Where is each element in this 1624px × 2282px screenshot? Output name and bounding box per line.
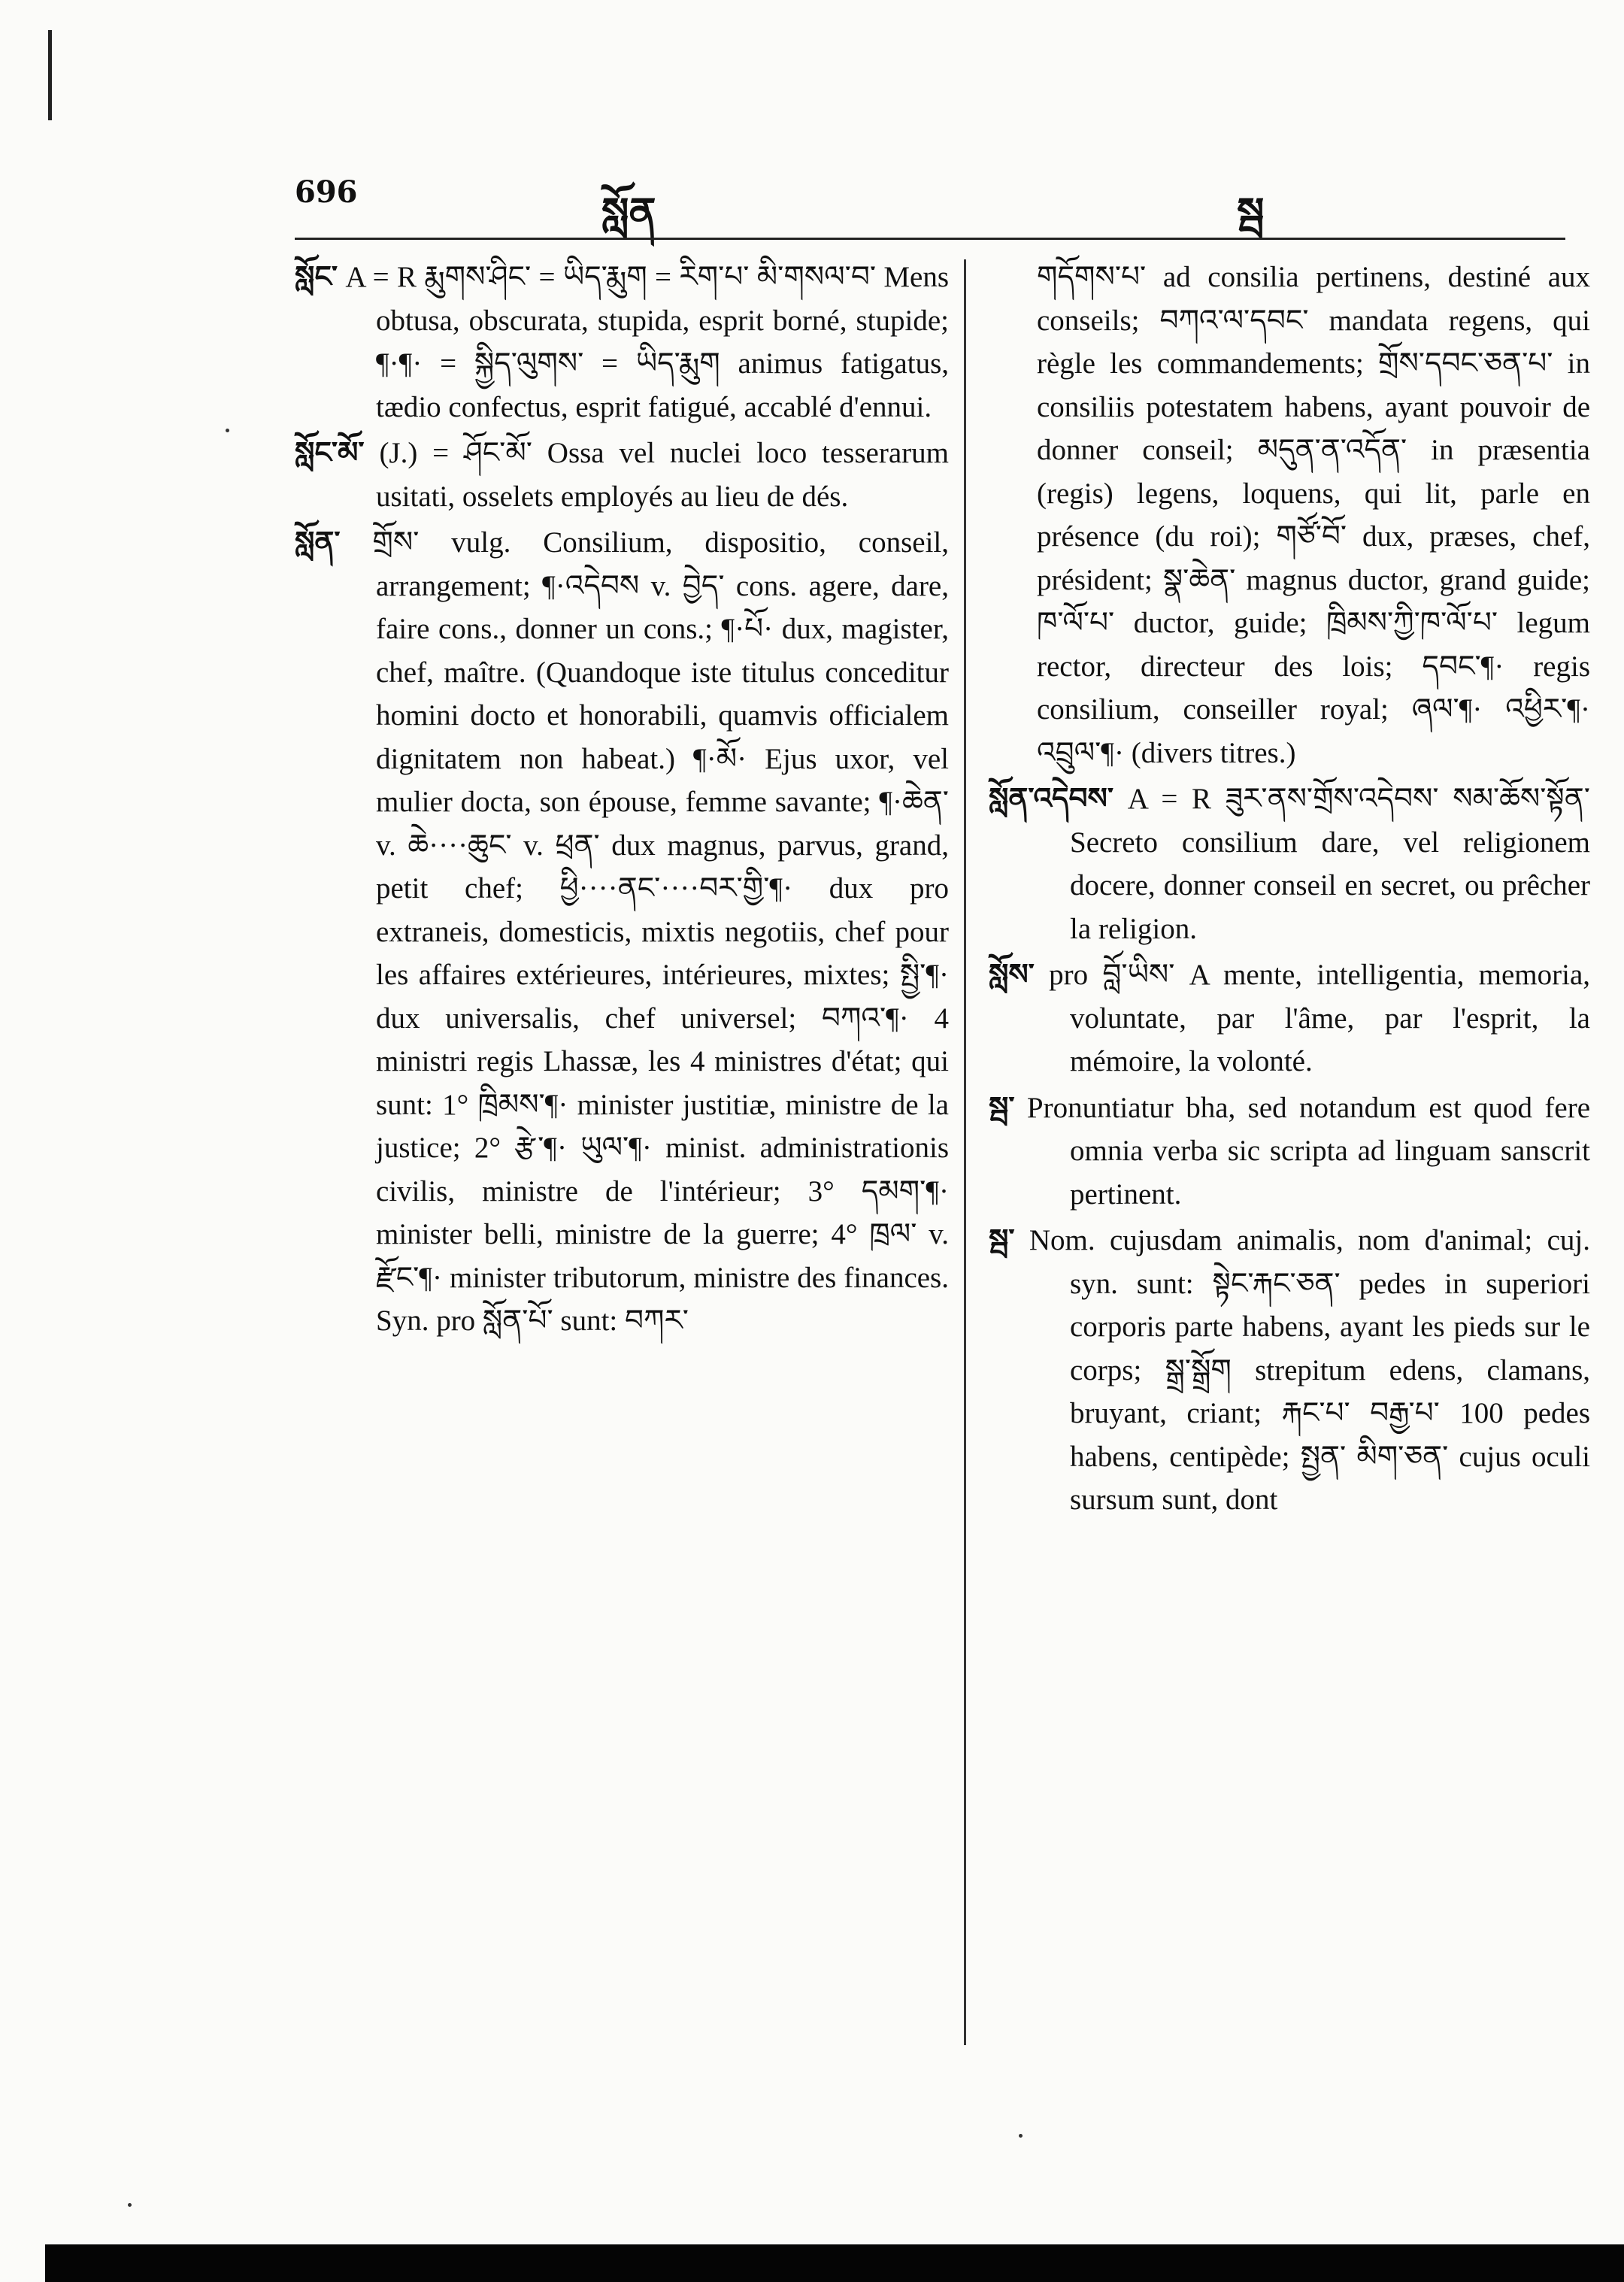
entry-headword: སློན་: [295, 526, 341, 559]
column-divider: [964, 259, 966, 2045]
entry-text: གདོགས་པ་ ad consilia pertinens, destiné aux conseils; བཀའ་ལ་དབང་ mandata regens, qui règle les commandements; གྲོས་དབང་ཅན་པ་ in consiliis potestatem habens, ayant pouvoir de donner conseil; མདུན་ན་འདོན་ in præsentia (regis) legens, loquens, qui lit, parle en présence (du roi); གཙོ་བོ་ dux, præses, chef, président; སྣ་ཆེན་ magnus ductor, grand guide; ཁ་ལོ་པ་ ductor, guide; ཁྲིམས་ཀྱི་ཁ་ལོ་པ་ legum rector, directeur des lois; དབང་¶· regis consilium, conseiller royal; ཞལ་¶· འཕྱིར་¶· འབྲུལ་¶· (divers titres.): [1037, 261, 1590, 769]
print-speck: [1019, 2134, 1023, 2138]
print-speck: [226, 429, 229, 432]
print-speck: [128, 2203, 132, 2207]
dictionary-entry: [295, 432, 949, 518]
page-number: 696: [295, 174, 358, 210]
entry-headword: སློན་འདེབས་: [989, 782, 1114, 816]
entry-text: A = R ཟུར་ནས་གྲོས་འདེབས་ སམ་ཆོས་སྟོན་ Secreto consilium dare, vel religionem docere, donner conseil en secret, ou prêcher la religion.: [1070, 783, 1590, 945]
dictionary-entry: [989, 777, 1590, 950]
scan-edge-band: [45, 2244, 1624, 2282]
dictionary-entry: [989, 953, 1590, 1083]
right-column: [989, 256, 1590, 1525]
entry-headword: སྦ་: [989, 1090, 1015, 1125]
running-headword-right: སྦ: [1237, 189, 1265, 236]
page-header: [0, 167, 1624, 236]
entry-text: pro བློ་ཡིས་ A mente, intelligentia, memoria, voluntate, par l'âme, par l'esprit, la mémoire, la volonté.: [1049, 959, 1590, 1077]
header-rule: [295, 238, 1565, 240]
entry-text: Nom. cujusdam animalis, nom d'animal; cuj. syn. sunt: སྟེང་རྐང་ཅན་ pedes in superiori corporis parte habens, ayant les pieds sur le corps; སྒྲ་སྒྲོག strepitum edens, clamans, bruyant, criant; རྐང་པ་ བརྒྱ་པ་ 100 pedes habens, centipède; སྤྱན་ མིག་ཅན་ cujus oculi sursum sunt, dont: [1029, 1224, 1590, 1516]
dictionary-entry: [295, 521, 949, 1343]
entry-text: A = R རྨུགས་ཤིང་ = ཡིད་རྨུག = རིག་པ་ མི་གསལ་བ་ Mens obtusa, obscurata, stupida, esprit borné, stupide; ¶·¶· = སྐྱིད་ལུགས་ = ཡིད་རྨུག animus fatigatus, tædio confectus, esprit fatigué, accablé d'ennui.: [345, 261, 950, 423]
entry-headword: སློས་: [989, 958, 1035, 992]
running-headword-left: སློན: [601, 189, 656, 236]
dictionary-entry: [989, 1219, 1590, 1522]
entry-text: གྲོས་ vulg. Consilium, dispositio, conseil, arrangement; ¶·འདེབས v. བྱེད་ cons. agere, dare, faire cons., donner un cons.; ¶·པོ· dux, magister, chef, maître. (Quandoque iste titulus conceditur homini docto et honorabili, quamvis officialem dignitatem non habeat.) ¶·མོ· Ejus uxor, vel mulier docta, son épouse, femme savante; ¶·ཆེན་ v. ཆེ····ཆུང་ v. ཕྲན་ dux magnus, parvus, grand, petit chef; ཕྱི····ནང་····བར་གྱི་¶· dux pro extraneis, domesticis, mixtis negotiis, chef pour les affaires extérieures, intérieures, mixtes; སྤྱི་¶· dux universalis, chef universel; བཀའ་¶· 4 ministri regis Lhassæ, les 4 ministres d'état; qui sunt: 1° ཁྲིམས་¶· minister justitiæ, ministre de la justice; 2° རྩེ་¶· ཡུལ་¶· minist. administrationis civilis, ministre de l'intérieur; 3° དམག་¶· minister belli, ministre de la guerre; 4° ཁྲལ་ v. རྫོང་¶· minister tributorum, ministre des finances. Syn. pro སློན་པོ་ sunt: བཀར་: [372, 526, 949, 1337]
dictionary-entry: [989, 1086, 1590, 1217]
left-column: [295, 256, 949, 1346]
entry-text: Pronuntiatur bha, sed notandum est quod fere omnia verba sic scripta ad linguam sanscrit pertinent.: [1026, 1091, 1591, 1211]
entry-headword: སྦ་: [989, 1223, 1015, 1257]
entry-headword: སློང་: [295, 260, 338, 294]
entry-text: (J.) = ཤོང་མོ་ Ossa vel nuclei loco tesserarum usitati, osselets employés au lieu de dés.: [376, 437, 949, 513]
entry-headword: སློང་མོ་: [295, 436, 365, 470]
entry-continuation: [989, 256, 1590, 774]
dictionary-entry: [295, 256, 949, 429]
binding-mark: [48, 30, 52, 120]
